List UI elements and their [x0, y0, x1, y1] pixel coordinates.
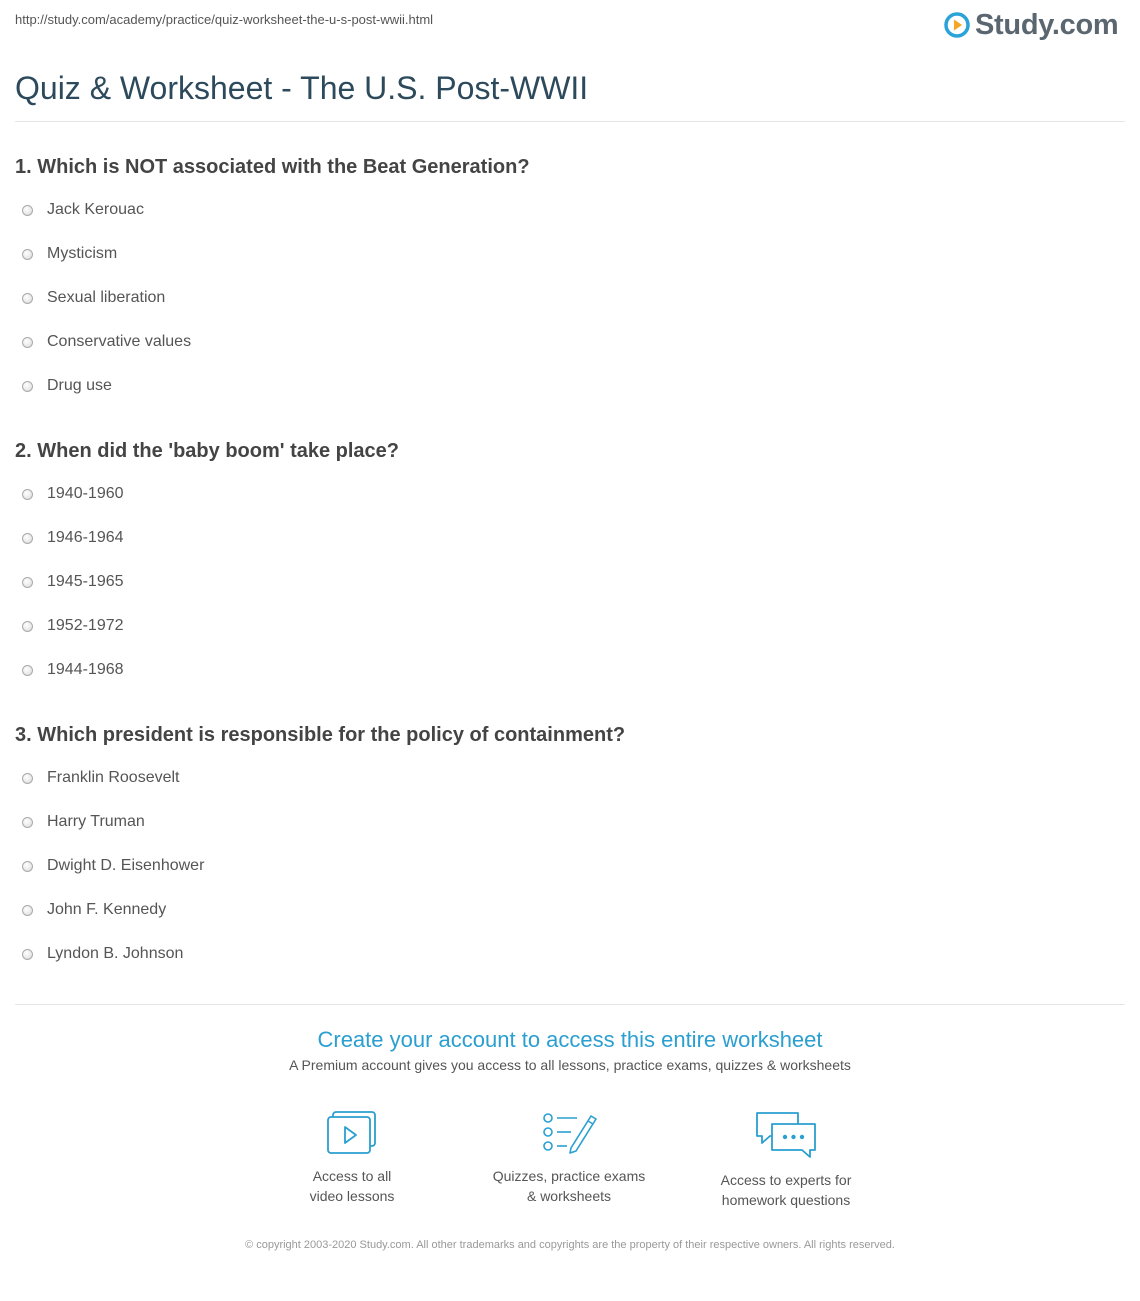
option-label: 1952-1972: [47, 617, 124, 634]
option-label: 1944-1968: [47, 661, 124, 678]
q3-option-5[interactable]: [22, 943, 183, 965]
question-3: 3. Which president is responsible for the policy of containment?: [15, 724, 626, 746]
radio-button[interactable]: [22, 577, 33, 588]
option-label: 1946-1964: [47, 529, 124, 546]
question-2: 2. When did the 'baby boom' take place?: [15, 440, 400, 462]
option-label: Drug use: [47, 377, 112, 394]
play-icon: [944, 12, 970, 38]
radio-button[interactable]: [22, 665, 33, 676]
quiz-checklist-icon: [541, 1110, 597, 1156]
expert-chat-icon: [754, 1110, 818, 1160]
radio-button[interactable]: [22, 817, 33, 828]
copyright-notice: © copyright 2003-2020 Study.com. All other trademarks and copyrights are the property of their respective owners. All rights reserved.: [245, 1239, 895, 1251]
option-label: Mysticism: [47, 245, 118, 262]
feature-label: Quizzes, practice exams & worksheets: [492, 1168, 646, 1204]
q2-option-2[interactable]: [22, 527, 124, 549]
radio-button[interactable]: [22, 621, 33, 632]
option-label: Franklin Roosevelt: [47, 769, 180, 786]
premium-description: A Premium account gives you access to all lessons, practice exams, quizzes & worksheets: [289, 1057, 851, 1073]
radio-button[interactable]: [22, 293, 33, 304]
q1-option-2[interactable]: [22, 243, 117, 265]
video-lessons-icon: [326, 1110, 378, 1156]
q2-option-5[interactable]: [22, 659, 124, 681]
q3-option-4[interactable]: [22, 899, 166, 921]
page-title: Quiz & Worksheet - The U.S. Post-WWII: [15, 70, 589, 106]
question-1: 1. Which is NOT associated with the Beat Generation?: [15, 156, 530, 178]
feature-experts: [686, 1110, 886, 1210]
radio-button[interactable]: [22, 533, 33, 544]
option-label: John F. Kennedy: [47, 901, 167, 918]
option-label: 1945-1965: [47, 573, 124, 590]
logo-text: Study.com: [975, 8, 1119, 41]
feature-quizzes: [469, 1110, 669, 1206]
option-label: 1940-1960: [47, 485, 124, 502]
q3-option-1[interactable]: [22, 767, 180, 789]
q1-option-4[interactable]: [22, 331, 191, 353]
title-divider: [15, 121, 1125, 122]
option-label: Conservative values: [47, 333, 192, 350]
option-label: Harry Truman: [47, 813, 145, 830]
feature-video-lessons: [252, 1110, 452, 1206]
study-logo[interactable]: [944, 8, 1118, 42]
radio-button[interactable]: [22, 205, 33, 216]
option-label: Jack Kerouac: [47, 201, 144, 218]
page-url: http://study.com/academy/practice/quiz-worksheet-the-u-s-post-wwii.html: [15, 12, 434, 27]
q2-option-3[interactable]: [22, 571, 124, 593]
option-label: Dwight D. Eisenhower: [47, 857, 205, 874]
q1-option-1[interactable]: [22, 199, 144, 221]
feature-label: Access to experts for homework questions: [720, 1172, 852, 1208]
option-label: Lyndon B. Johnson: [47, 945, 184, 962]
q1-option-3[interactable]: [22, 287, 165, 309]
feature-label: Access to all video lessons: [309, 1168, 395, 1204]
radio-button[interactable]: [22, 381, 33, 392]
q2-option-1[interactable]: [22, 483, 124, 505]
radio-button[interactable]: [22, 337, 33, 348]
radio-button[interactable]: [22, 773, 33, 784]
radio-button[interactable]: [22, 249, 33, 260]
q3-option-2[interactable]: [22, 811, 145, 833]
section-divider: [15, 1004, 1125, 1005]
option-label: Sexual liberation: [47, 289, 166, 306]
radio-button[interactable]: [22, 949, 33, 960]
q1-option-5[interactable]: [22, 375, 112, 397]
create-account-link[interactable]: Create your account to access this entire worksheet: [317, 1027, 823, 1052]
radio-button[interactable]: [22, 905, 33, 916]
q3-option-3[interactable]: [22, 855, 204, 877]
radio-button[interactable]: [22, 861, 33, 872]
radio-button[interactable]: [22, 489, 33, 500]
q2-option-4[interactable]: [22, 615, 124, 637]
